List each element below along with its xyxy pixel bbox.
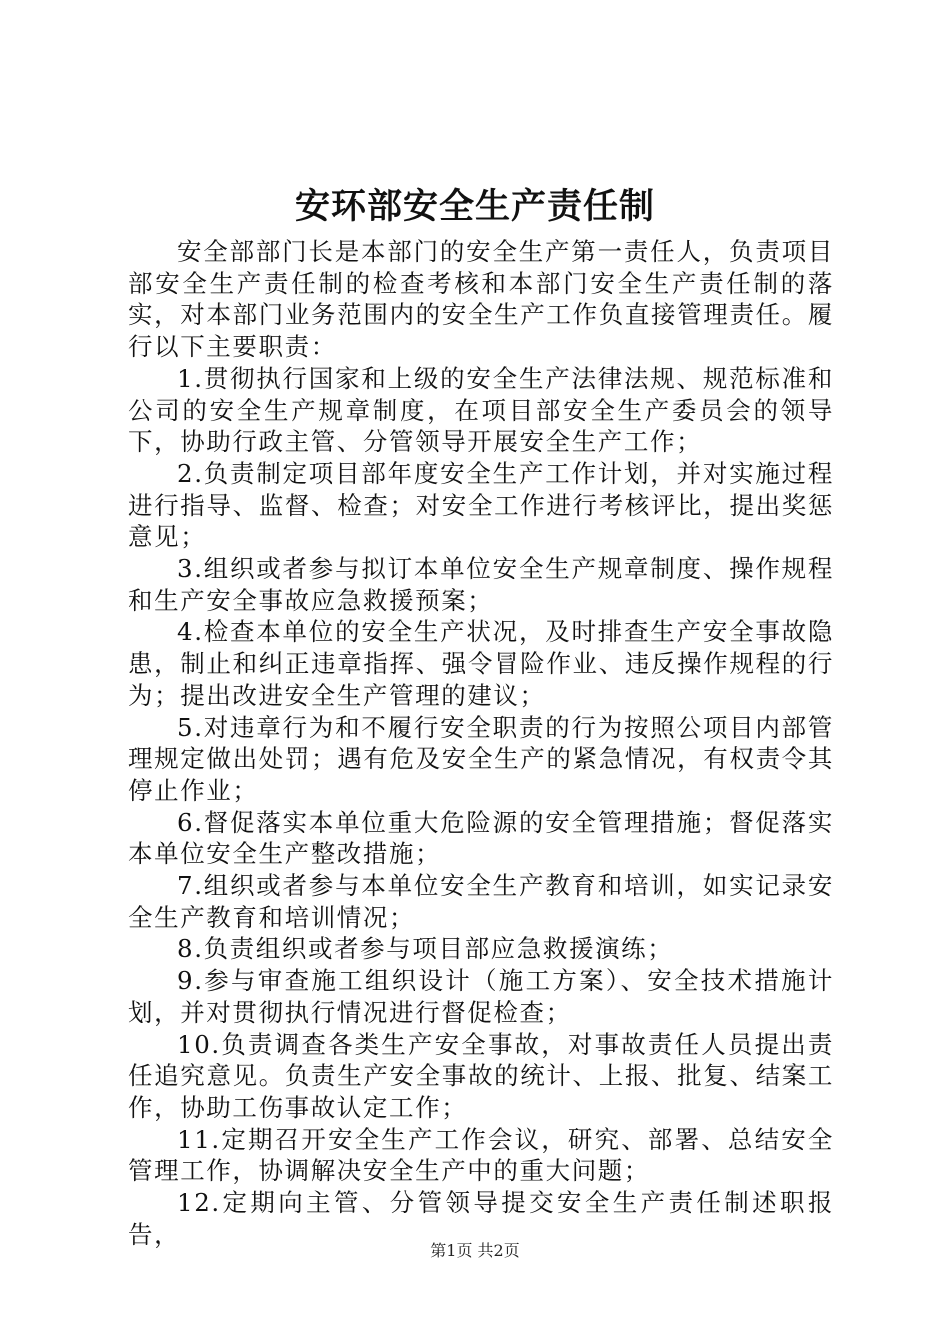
paragraph-item-6: 6.督促落实本单位重大危险源的安全管理措施；督促落实本单位安全生产整改措施； (128, 807, 834, 869)
paragraph-intro: 安全部部门长是本部门的安全生产第一责任人，负责项目部安全生产责任制的检查考核和本部门安全生产责任制的落实，对本部门业务范围内的安全生产工作负直接管理责任。履行以下主要职责： (128, 237, 834, 362)
paragraph-item-8: 8.负责组织或者参与项目部应急救援演练； (177, 934, 674, 964)
paragraph-item-1: 1.贯彻执行国家和上级的安全生产法律法规、规范标准和公司的安全生产规章制度，在项目部安全生产委员会的领导下，协助行政主管、分管领导开展安全生产工作； (128, 363, 834, 457)
paragraph-item-7: 7.组织或者参与本单位安全生产教育和培训，如实记录安全生产教育和培训情况； (128, 871, 834, 932)
paragraph-item-11: 11.定期召开安全生产工作会议，研究、部署、总结安全管理工作，协调解决安全生产中的重大问题； (128, 1124, 834, 1186)
paragraph-item-5: 5.对违章行为和不履行安全职责的行为按照公项目内部管理规定做出处罚；遇有危及安全生产的紧急情况，有权责令其停止作业； (128, 712, 834, 805)
paragraph-item-3: 3.组织或者参与拟订本单位安全生产规章制度、操作规程和生产安全事故应急救援预案； (128, 554, 834, 615)
paragraph-item-10: 10.负责调查各类生产安全事故，对事故责任人员提出责任追究意见。负责生产安全事故的统计、上报、批复、结案工作，协助工伤事故认定工作； (128, 1029, 834, 1122)
paragraph-item-9: 9.参与审查施工组织设计（施工方案）、安全技术措施计划，并对贯彻执行情况进行督促检查； (128, 966, 834, 1027)
page-number: 第1页 共2页 (430, 1241, 520, 1260)
document-body (128, 236, 834, 1251)
document-title: 安环部安全生产责任制 (294, 186, 655, 227)
paragraph-item-2: 2.负责制定项目部年度安全生产工作计划，并对实施过程进行指导、监督、检查；对安全工作进行考核评比，提出奖惩意见； (128, 458, 834, 552)
paragraph-item-4: 4.检查本单位的安全生产状况，及时排查生产安全事故隐患，制止和纠正违章指挥、强令冒险作业、违反操作规程的行为；提出改进安全生产管理的建议； (128, 617, 834, 710)
page-footer (0, 1240, 950, 1262)
paragraph-item-12: 12.定期向主管、分管领导提交安全生产责任制述职报告， (128, 1188, 834, 1249)
